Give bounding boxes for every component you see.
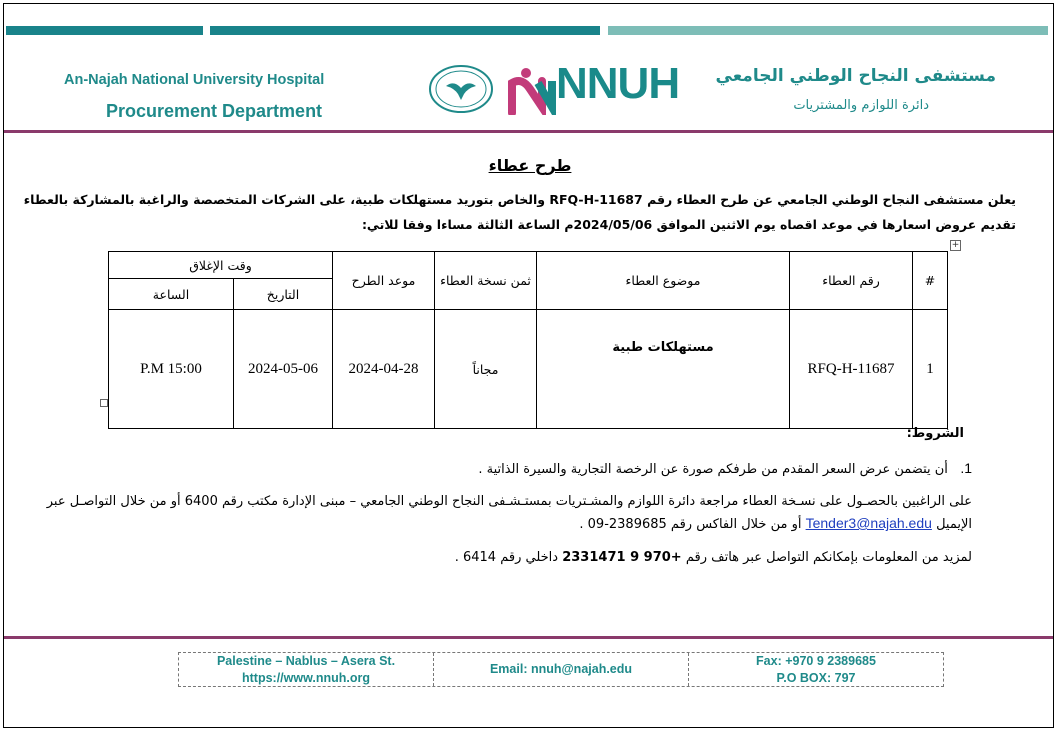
- hospital-name-english: An-Najah National University Hospital: [64, 72, 325, 88]
- condition-item-3: [455, 550, 972, 565]
- header-divider: [4, 130, 1053, 133]
- cell-closing-time: P.M 15:00: [109, 310, 234, 429]
- header-index: #: [913, 252, 948, 310]
- header-offer-date: موعد الطرح: [333, 252, 435, 310]
- footer-email-cell: [433, 653, 688, 686]
- footer-contact-box: [178, 652, 944, 687]
- intro-line-1: يعلن مستشفى النجاح الوطني الجامعي عن طرح العطاء رقم RFQ-H-11687 والخاص بتوريد مستهلكات طبية، على الشركات المتخصصة والراغبة بالمشاركة بالعطاء: [23, 192, 1016, 207]
- department-name-english: Procurement Department: [106, 101, 323, 121]
- table-resize-handle-icon[interactable]: [100, 399, 108, 407]
- university-seal-icon: [428, 64, 494, 114]
- footer-pobox: P.O BOX: 797: [776, 670, 856, 685]
- page-title: طرح عطاء: [488, 156, 572, 175]
- header-closing: وقت الإغلاق: [109, 252, 333, 279]
- phone-number: +970 9 2331471: [562, 550, 682, 565]
- footer-website[interactable]: https://www.nnuh.org: [242, 670, 370, 685]
- footer-fax-cell: [688, 653, 943, 686]
- table-row: [109, 310, 948, 429]
- contact-text: لمزيد من المعلومات بإمكانكم التواصل عبر هاتف رقم: [685, 550, 972, 565]
- extension-text: داخلي رقم 6414 .: [454, 550, 559, 565]
- footer-address: Palestine – Nablus – Asera St.: [216, 653, 396, 668]
- header-tender-no: رقم العطاء: [790, 252, 913, 310]
- table-move-handle-icon[interactable]: +: [951, 240, 960, 250]
- header-subject: موضوع العطاء: [537, 252, 790, 310]
- department-name-arabic: دائرة اللوازم والمشتريات: [793, 98, 929, 113]
- conditions-title: الشروط:: [906, 426, 964, 441]
- condition-item-2-line-2: [579, 515, 972, 532]
- cell-tender-no: RFQ-H-11687: [790, 310, 913, 429]
- header-closing-time: الساعة: [109, 279, 234, 310]
- intro-line-2: تقديم عروض اسعارها في موعد اقصاه يوم الاثنين الموافق 2024/05/06م الساعة الثالثة مساءا وفقا للاتي:: [361, 217, 1016, 232]
- header-color-bar: [210, 26, 600, 35]
- tender-email-link[interactable]: Tender3@najah.edu: [805, 515, 932, 531]
- header-closing-date: التاريخ: [234, 279, 333, 310]
- condition-text: أن يتضمن عرض السعر المقدم من طرفكم صورة عن الرخصة التجارية والسيرة الذاتية .: [478, 462, 948, 477]
- footer-email[interactable]: Email: nnuh@najah.edu: [489, 662, 633, 676]
- cell-price: مجاناً: [435, 310, 537, 429]
- cell-index: 1: [913, 310, 948, 429]
- email-label: الإيميل: [936, 517, 972, 532]
- cell-offer-date: 2024-04-28: [333, 310, 435, 429]
- hospital-name-arabic: مستشفى النجاح الوطني الجامعي: [715, 66, 996, 86]
- footer-divider: [4, 636, 1053, 639]
- tender-table: [108, 251, 948, 429]
- fax-text: أو من خلال الفاكس رقم 2389685-09 .: [579, 517, 802, 532]
- header-color-bar: [608, 26, 1048, 35]
- condition-item-2-line-1: على الراغبين بالحصـول على نسـخة العطاء مراجعة دائرة اللوازم والمشـتريات بمستـشـفى النجاح الوطني الجامعي – مبنى الإدارة مكتب رقم 6400 أو من خلال التواصـل عبر: [46, 494, 972, 509]
- condition-item-1: [478, 460, 972, 477]
- footer-fax: Fax: +970 9 2389685: [756, 653, 876, 668]
- cell-closing-date: 2024-05-06: [234, 310, 333, 429]
- cell-subject: مستهلكات طبية: [537, 310, 790, 429]
- footer-address-cell: [179, 653, 433, 686]
- header-price: ثمن نسخة العطاء: [435, 252, 537, 310]
- logo-wordmark: NNUH: [556, 59, 680, 108]
- header-color-bar: [6, 26, 203, 35]
- condition-number: 1.: [960, 460, 972, 476]
